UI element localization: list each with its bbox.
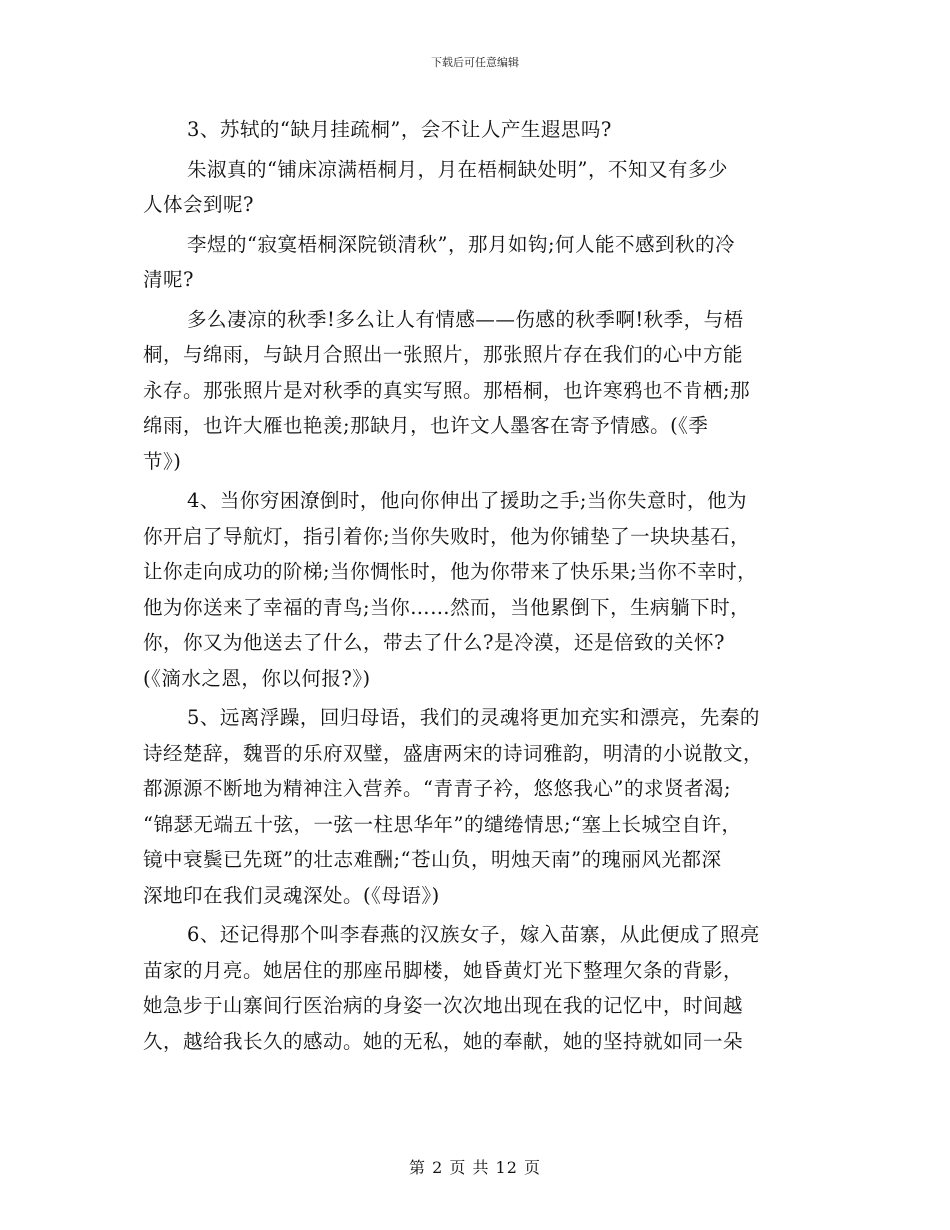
text-line: 久，越给我长久的感动。她的无私，她的奉献，她的坚持就如同一朵 xyxy=(143,1029,744,1053)
text-line: 5、远离浮躁，回归母语，我们的灵魂将更加充实和漂亮，先秦的 xyxy=(187,706,760,729)
paragraph-5 xyxy=(143,700,818,913)
text-line: 你开启了导航灯，指引着你;当你失败时，他为你铺垫了一块块基石， xyxy=(143,524,751,548)
text-line: 她急步于山寨间行医治病的身姿一次次地出现在我的记忆中，时间越 xyxy=(143,994,744,1017)
document-body xyxy=(143,112,818,1059)
text-line: 苗家的月亮。她居住的那座吊脚楼，她昏黄灯光下整理欠条的背影， xyxy=(143,958,744,982)
text-line: 永存。那张照片是对秋季的真实写照。那梧桐，也许寒鸦也不肯栖;那 xyxy=(143,378,751,402)
text-line: 清呢? xyxy=(143,268,194,291)
text-line: 桐，与绵雨，与缺月合照出一张照片，那张照片存在我们的心中方能 xyxy=(143,343,744,366)
text-line: 都源源不断地为精神注入营养。“青青子衿，悠悠我心”的求贤者渴; xyxy=(143,777,732,800)
text-line: 你，你又为他送去了什么，带去了什么?是冷漠，还是倍致的关怀? xyxy=(143,631,725,654)
paragraph-autumn xyxy=(143,302,818,480)
text-line: 绵雨，也许大雁也艳羡;那缺月，也许文人墨客在寄予情感。(《季 xyxy=(143,414,709,437)
text-line: 4、当你穷困潦倒时，他向你伸出了援助之手;当你失意时，他为 xyxy=(187,489,747,512)
paragraph-3-intro xyxy=(143,112,818,148)
text-line: 深地印在我们灵魂深处。(《母语》) xyxy=(143,883,440,907)
paragraph-zhu-shuzhen xyxy=(143,152,818,223)
page-footer: 第 2 页 共 12 页 xyxy=(409,1158,541,1177)
text-line: 多么凄凉的秋季!多么让人有情感——伤感的秋季啊!秋季，与梧 xyxy=(187,307,744,331)
text-line: 让你走向成功的阶梯;当你惆怅时，他为你带来了快乐果;当你不幸时， xyxy=(143,560,758,583)
page-header: 下载后可任意编辑 xyxy=(431,56,519,69)
text-line: 6、还记得那个叫李春燕的汉族女子，嫁入苗寨，从此便成了照亮 xyxy=(187,923,760,946)
text-line: 人体会到呢? xyxy=(143,193,254,216)
text-line: (《滴水之恩，你以何报?》) xyxy=(143,666,371,690)
text-line: “锦瑟无端五十弦，一弦一柱思华年”的缱绻情思;“塞上长城空自许， xyxy=(143,812,742,836)
text-line: 朱淑真的“铺床凉满梧桐月，月在梧桐缺处明”，不知又有多少 xyxy=(187,157,728,181)
text-line: 3、苏轼的“缺月挂疏桐”，会不让人产生遐思吗? xyxy=(187,118,612,141)
text-line: 节》) xyxy=(143,449,182,473)
paragraph-li-yu xyxy=(143,227,818,298)
paragraph-6 xyxy=(143,917,818,1059)
text-line: 他为你送来了幸福的青鸟;当你……然而，当他累倒下，生病躺下时， xyxy=(143,595,751,619)
text-line: 镜中衰鬓已先斑”的壮志难酬;“苍山负，明烛天南”的瑰丽风光都深 xyxy=(143,848,722,871)
paragraph-4 xyxy=(143,483,818,696)
text-line: 诗经楚辞，魏晋的乐府双璧，盛唐两宋的诗词雅韵，明清的小说散文， xyxy=(143,741,764,765)
text-line: 李煜的“寂寞梧桐深院锁清秋”，那月如钩;何人能不感到秋的冷 xyxy=(187,232,736,256)
